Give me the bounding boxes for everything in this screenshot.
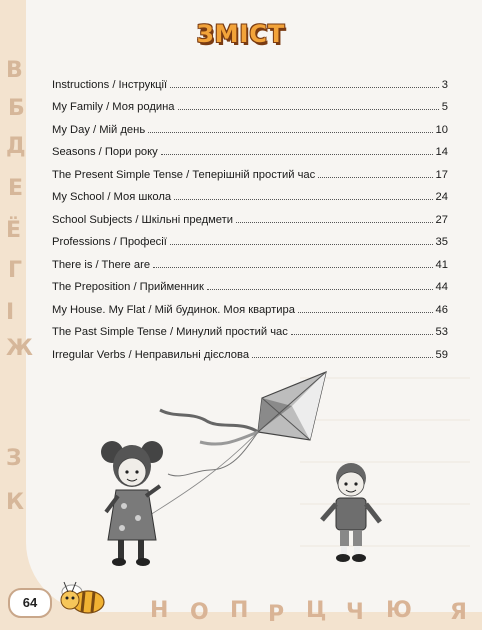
toc-entry[interactable]: My Family / Моя родина 5 <box>52 101 448 113</box>
girl-figure <box>101 441 163 566</box>
toc-entry[interactable]: The Preposition / Прийменник 44 <box>52 281 448 293</box>
toc-entry[interactable]: School Subjects / Шкільні предмети 27 <box>52 213 448 226</box>
page-title: ЗМІСТ <box>196 20 286 48</box>
alphabet-border-left: В Б Д Е Ё Г І Ж З К <box>6 58 33 515</box>
toc-entry[interactable]: Irregular Verbs / Неправильні дієслова 59 <box>52 348 448 361</box>
toc-entry[interactable]: Seasons / Пори року 14 <box>52 146 448 158</box>
kite <box>150 372 326 515</box>
toc-entry[interactable]: Professions / Професії 35 <box>52 236 448 248</box>
page-number-badge: 64 <box>8 588 52 618</box>
toc-entry[interactable]: The Past Simple Tense / Минулий простий час 53 <box>52 326 448 338</box>
toc-entry[interactable]: My Day / Мій день 10 <box>52 123 448 136</box>
toc-entry[interactable]: There is / There are 41 <box>52 258 448 271</box>
boy-figure <box>322 463 380 562</box>
toc-entry[interactable]: The Present Simple Tense / Теперішній простий час 17 <box>52 168 448 181</box>
bee-mascot <box>61 582 104 613</box>
alphabet-border-bottom: Н О П Р Ц Ч Ю Я <box>150 598 467 627</box>
toc-entry[interactable]: My School / Моя школа 24 <box>52 191 448 203</box>
toc-entry[interactable]: My House. My Flat / Мій будинок. Моя квартира 46 <box>52 303 448 316</box>
toc-entry[interactable]: Instructions / Інструкції 3 <box>52 78 448 91</box>
